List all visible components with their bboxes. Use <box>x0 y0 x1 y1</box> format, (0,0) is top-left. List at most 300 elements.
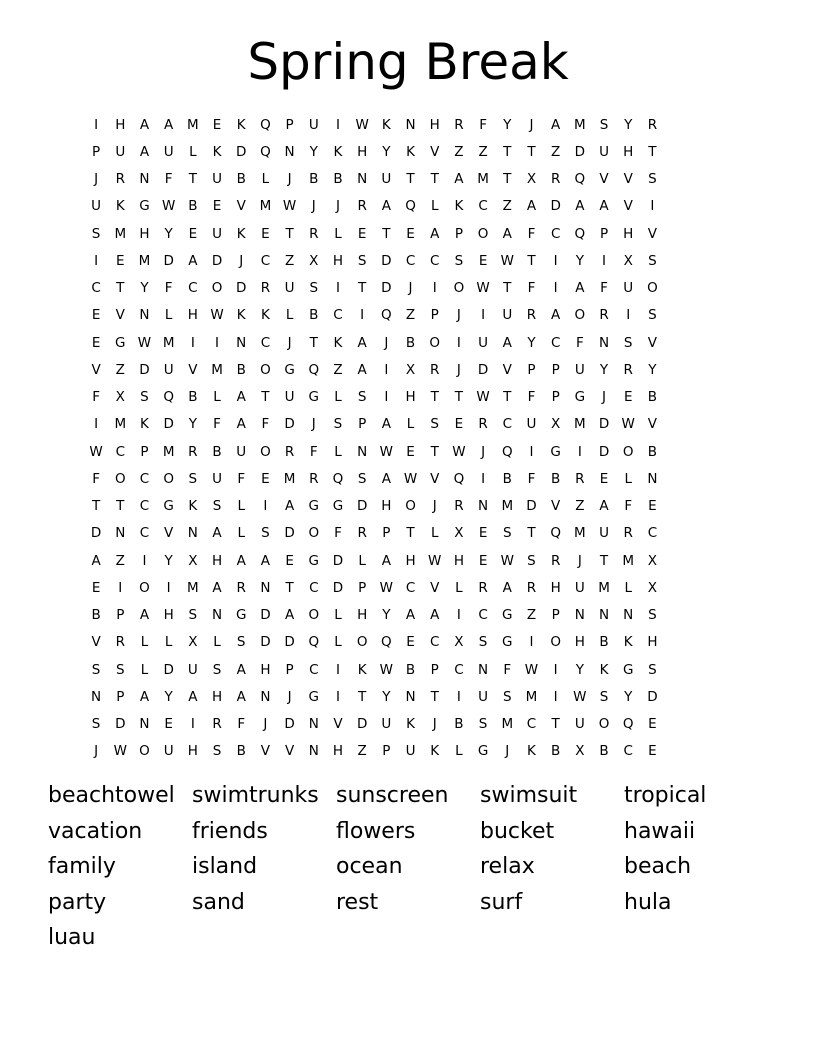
grid-letter: S <box>261 525 270 542</box>
grid-letter: P <box>454 225 463 242</box>
grid-letter: R <box>550 171 561 188</box>
grid-letter: K <box>406 143 415 160</box>
grid-letter: K <box>406 716 415 733</box>
grid-letter: O <box>139 743 150 760</box>
grid-letter: S <box>188 470 198 487</box>
grid-letter: J <box>505 743 510 760</box>
word-list-item: hula <box>624 889 672 915</box>
grid-letter: S <box>454 252 464 269</box>
grid-letter: L <box>430 525 439 542</box>
grid-letter: Q <box>574 225 586 242</box>
grid-letter: B <box>212 443 222 460</box>
grid-letter: N <box>405 688 416 705</box>
grid-letter: C <box>478 607 488 624</box>
grid-letter: A <box>91 552 101 569</box>
grid-letter: L <box>406 416 415 433</box>
grid-letter: J <box>287 688 292 705</box>
grid-letter: N <box>139 171 150 188</box>
grid-letter: K <box>236 307 246 324</box>
grid-letter: E <box>406 443 415 460</box>
grid-letter: D <box>236 280 247 297</box>
grid-letter: S <box>648 171 657 188</box>
grid-letter: S <box>648 661 657 678</box>
grid-letter: A <box>502 225 512 242</box>
grid-letter: E <box>212 116 222 133</box>
grid-letter: C <box>91 280 101 297</box>
grid-letter: I <box>626 307 631 324</box>
grid-letter: J <box>432 716 437 733</box>
grid-letter: Q <box>501 443 513 460</box>
grid-letter: U <box>187 661 198 678</box>
grid-letter: I <box>360 307 365 324</box>
grid-letter: I <box>384 389 389 406</box>
grid-letter: R <box>550 552 561 569</box>
grid-letter: V <box>164 525 174 542</box>
grid-letter: U <box>623 280 634 297</box>
grid-letter: F <box>334 525 342 542</box>
grid-letter: X <box>188 634 198 651</box>
grid-letter: T <box>430 389 439 406</box>
grid-letter: M <box>501 498 514 515</box>
grid-letter: X <box>188 552 198 569</box>
grid-row <box>84 302 732 329</box>
grid-letter: E <box>648 716 657 733</box>
grid-letter: I <box>335 661 340 678</box>
grid-letter: V <box>236 198 246 215</box>
grid-letter: A <box>139 607 150 624</box>
grid-letter: W <box>113 743 127 760</box>
grid-letter: A <box>139 116 150 133</box>
grid-letter: W <box>379 579 394 596</box>
grid-letter: Q <box>381 307 392 324</box>
grid-letter: O <box>647 280 658 297</box>
grid-letter: A <box>381 552 391 569</box>
grid-letter: E <box>212 198 222 215</box>
grid-letter: E <box>648 743 657 760</box>
grid-letter: I <box>190 716 195 733</box>
grid-letter: U <box>599 525 609 542</box>
grid-letter: A <box>599 198 609 215</box>
grid-letter: L <box>430 198 439 215</box>
word-list <box>48 778 768 956</box>
grid-letter: C <box>405 579 416 596</box>
grid-letter: D <box>90 525 102 542</box>
grid-letter: O <box>574 307 586 324</box>
grid-letter: I <box>166 579 171 596</box>
grid-letter: I <box>481 307 486 324</box>
word-list-item: island <box>192 854 258 879</box>
grid-letter: O <box>598 716 610 733</box>
grid-letter: K <box>236 116 246 133</box>
grid-letter: P <box>116 688 125 705</box>
grid-letter: N <box>187 525 198 542</box>
grid-letter: P <box>430 661 439 678</box>
grid-letter: S <box>599 688 609 705</box>
grid-letter: C <box>260 252 271 269</box>
grid-letter: N <box>478 661 489 678</box>
grid-letter: M <box>187 116 199 133</box>
grid-letter: C <box>502 416 512 433</box>
grid-letter: R <box>454 498 464 515</box>
grid-letter: T <box>503 171 512 188</box>
grid-letter: V <box>647 334 658 351</box>
word-list-item: beachtowel <box>48 783 175 808</box>
grid-letter: A <box>381 416 391 433</box>
grid-letter: B <box>599 634 609 651</box>
grid-letter: S <box>212 498 222 515</box>
grid-letter: W <box>476 389 490 406</box>
grid-letter: T <box>599 552 609 569</box>
grid-letter: O <box>308 607 320 624</box>
grid-letter: Q <box>574 171 586 188</box>
grid-letter: T <box>116 280 125 297</box>
grid-letter: J <box>287 171 292 188</box>
grid-letter: B <box>502 470 512 487</box>
grid-letter: O <box>622 443 634 460</box>
grid-letter: H <box>163 607 174 624</box>
word-list-item: ocean <box>336 854 403 879</box>
grid-letter: I <box>190 334 195 351</box>
grid-letter: S <box>478 634 488 651</box>
grid-letter: B <box>236 743 246 760</box>
grid-letter: N <box>260 688 271 705</box>
word-list-item: relax <box>480 854 535 879</box>
grid-letter: X <box>623 252 633 269</box>
grid-letter: R <box>115 171 125 188</box>
grid-letter: M <box>259 198 272 215</box>
grid-letter: O <box>260 361 271 378</box>
grid-letter: R <box>236 579 246 596</box>
grid-letter: Z <box>454 143 464 160</box>
grid-letter: D <box>260 634 271 651</box>
grid-letter: Z <box>115 361 125 378</box>
grid-letter: I <box>553 252 558 269</box>
grid-letter: V <box>647 416 658 433</box>
grid-letter: A <box>599 498 609 515</box>
grid-letter: S <box>91 661 101 678</box>
grid-letter: Y <box>575 252 584 269</box>
grid-letter: M <box>114 416 127 433</box>
grid-letter: U <box>381 716 392 733</box>
grid-letter: S <box>309 280 319 297</box>
grid-letter: W <box>621 416 635 433</box>
grid-letter: J <box>311 198 316 215</box>
grid-letter: Z <box>551 143 561 160</box>
grid-letter: N <box>211 607 223 624</box>
grid-row <box>84 574 732 601</box>
grid-letter: I <box>335 116 340 133</box>
grid-letter: G <box>502 607 513 624</box>
grid-letter: Z <box>333 361 343 378</box>
grid-letter: R <box>575 470 585 487</box>
grid-letter: S <box>357 252 367 269</box>
grid-letter: O <box>139 579 150 596</box>
grid-letter: Y <box>575 661 584 678</box>
grid-letter: J <box>577 552 582 569</box>
grid-letter: Q <box>550 525 561 542</box>
grid-letter: Z <box>526 607 537 624</box>
grid-letter: J <box>94 171 99 188</box>
grid-letter: K <box>236 225 246 242</box>
grid-letter: Y <box>309 143 318 160</box>
grid-row <box>84 411 732 438</box>
grid-letter: P <box>358 416 367 433</box>
grid-letter: O <box>114 470 126 487</box>
grid-letter: S <box>333 416 343 433</box>
grid-letter: C <box>188 280 198 297</box>
grid-letter: H <box>260 661 271 678</box>
grid-letter: T <box>261 389 270 406</box>
grid-letter: E <box>188 225 198 242</box>
grid-letter: C <box>623 743 633 760</box>
grid-letter: Y <box>382 688 391 705</box>
grid-letter: C <box>139 525 150 542</box>
grid-letter: I <box>529 634 534 651</box>
grid-letter: Y <box>599 361 609 378</box>
grid-letter: D <box>284 525 295 542</box>
grid-letter: D <box>332 579 344 596</box>
grid-letter: X <box>647 579 658 596</box>
grid-letter: B <box>333 171 343 188</box>
grid-letter: A <box>236 389 246 406</box>
grid-letter: X <box>647 552 658 569</box>
grid-letter: N <box>308 716 319 733</box>
grid-letter: P <box>599 225 609 242</box>
grid-letter: Y <box>382 607 391 624</box>
grid-letter: P <box>551 607 560 624</box>
grid-letter: Y <box>140 280 149 297</box>
grid-letter: W <box>428 552 442 569</box>
grid-letter: F <box>600 280 608 297</box>
grid-letter: M <box>574 416 586 433</box>
grid-letter: J <box>311 416 316 433</box>
grid-letter: L <box>140 634 149 651</box>
grid-letter: B <box>405 661 416 678</box>
grid-letter: A <box>454 171 464 188</box>
grid-letter: J <box>456 307 461 324</box>
grid-letter: L <box>164 307 173 324</box>
word-list-item: party <box>48 889 107 915</box>
grid-letter: I <box>456 688 461 705</box>
grid-letter: R <box>115 634 125 651</box>
grid-letter: H <box>429 116 440 133</box>
grid-letter: K <box>527 743 536 760</box>
grid-letter: B <box>188 389 198 406</box>
grid-letter: D <box>332 552 344 569</box>
grid-letter: L <box>237 525 245 542</box>
grid-letter: G <box>332 498 344 515</box>
grid-row <box>84 166 732 193</box>
grid-letter: I <box>650 198 655 215</box>
grid-letter: R <box>599 307 609 324</box>
grid-letter: A <box>430 607 440 624</box>
grid-letter: R <box>526 307 537 324</box>
grid-letter: O <box>308 525 320 542</box>
grid-letter: O <box>429 334 441 351</box>
grid-letter: G <box>308 498 320 515</box>
grid-letter: S <box>212 743 222 760</box>
grid-letter: E <box>599 470 609 487</box>
grid-letter: F <box>503 661 512 678</box>
grid-letter: M <box>138 252 151 269</box>
grid-letter: B <box>309 171 319 188</box>
grid-letter: C <box>260 334 271 351</box>
grid-letter: B <box>551 470 561 487</box>
grid-letter: L <box>140 661 149 678</box>
grid-letter: J <box>384 334 389 351</box>
grid-letter: C <box>309 661 319 678</box>
grid-letter: H <box>115 116 126 133</box>
grid-letter: S <box>599 116 609 133</box>
grid-letter: L <box>237 498 245 515</box>
grid-letter: A <box>502 334 512 351</box>
grid-letter: F <box>261 416 270 433</box>
grid-letter: A <box>575 280 585 297</box>
grid-letter: T <box>551 716 560 733</box>
grid-letter: R <box>260 280 271 297</box>
grid-letter: S <box>115 661 125 678</box>
grid-letter: F <box>164 280 173 297</box>
grid-letter: G <box>115 334 126 351</box>
grid-letter: W <box>355 116 369 133</box>
grid-letter: G <box>308 688 320 705</box>
grid-letter: L <box>334 634 342 651</box>
grid-letter: C <box>309 579 319 596</box>
grid-letter: B <box>551 743 561 760</box>
grid-letter: Z <box>575 498 585 515</box>
grid-letter: W <box>500 252 514 269</box>
grid-letter: I <box>432 280 437 297</box>
word-list-item: family <box>48 854 116 879</box>
grid-letter: N <box>598 334 610 351</box>
grid-letter: U <box>236 443 247 460</box>
grid-letter: A <box>381 198 391 215</box>
grid-letter: H <box>405 389 416 406</box>
grid-row <box>84 193 732 220</box>
grid-letter: A <box>526 198 537 215</box>
grid-row <box>84 547 732 574</box>
grid-letter: J <box>602 389 607 406</box>
grid-letter: D <box>284 716 295 733</box>
grid-letter: E <box>478 525 488 542</box>
word-list-item: beach <box>624 854 692 879</box>
grid-letter: Q <box>163 389 174 406</box>
grid-letter: D <box>574 143 586 160</box>
word-search-grid <box>84 111 732 765</box>
grid-letter: I <box>142 552 147 569</box>
grid-row <box>84 111 732 138</box>
grid-row <box>84 629 732 656</box>
grid-letter: U <box>284 280 295 297</box>
grid-letter: J <box>287 334 292 351</box>
grid-letter: N <box>91 688 102 705</box>
grid-letter: M <box>162 443 175 460</box>
word-list-item: friends <box>192 818 268 844</box>
grid-letter: H <box>211 688 223 705</box>
grid-letter: E <box>261 470 270 487</box>
grid-letter: S <box>212 661 222 678</box>
grid-letter: A <box>284 607 295 624</box>
grid-letter: N <box>260 579 271 596</box>
grid-letter: M <box>574 525 586 542</box>
grid-letter: K <box>454 198 464 215</box>
grid-letter: C <box>333 307 343 324</box>
grid-letter: C <box>139 470 150 487</box>
word-list-item: bucket <box>480 818 555 844</box>
grid-letter: X <box>405 361 416 378</box>
grid-letter: W <box>282 198 297 215</box>
grid-letter: H <box>623 143 634 160</box>
grid-letter: U <box>599 143 609 160</box>
grid-letter: N <box>405 116 416 133</box>
grid-letter: B <box>647 389 658 406</box>
grid-letter: T <box>503 280 512 297</box>
grid-letter: P <box>285 116 294 133</box>
grid-row <box>84 602 732 629</box>
grid-letter: Y <box>624 116 633 133</box>
grid-letter: J <box>94 743 99 760</box>
grid-letter: I <box>456 607 461 624</box>
grid-letter: A <box>212 579 222 596</box>
grid-row <box>84 275 732 302</box>
word-list-item: flowers <box>336 818 416 844</box>
grid-letter: B <box>236 171 246 188</box>
grid-letter: X <box>454 525 464 542</box>
grid-letter: V <box>284 743 295 760</box>
grid-letter: P <box>358 579 367 596</box>
grid-letter: W <box>379 443 394 460</box>
grid-letter: U <box>91 198 102 215</box>
grid-letter: V <box>188 361 198 378</box>
grid-letter: E <box>478 552 488 569</box>
grid-letter: L <box>164 634 173 651</box>
grid-letter: U <box>163 361 174 378</box>
grid-letter: H <box>550 579 561 596</box>
grid-letter: G <box>502 634 513 651</box>
grid-row <box>84 438 732 465</box>
grid-row <box>84 683 732 710</box>
grid-letter: S <box>623 334 633 351</box>
grid-letter: I <box>553 280 558 297</box>
grid-letter: G <box>284 361 295 378</box>
grid-letter: V <box>430 579 440 596</box>
grid-letter: Z <box>405 307 416 324</box>
grid-letter: N <box>647 470 658 487</box>
grid-letter: A <box>502 579 512 596</box>
grid-letter: W <box>379 661 394 678</box>
grid-letter: S <box>430 416 439 433</box>
grid-letter: F <box>237 470 246 487</box>
word-list-item: luau <box>48 925 96 950</box>
grid-letter: E <box>91 334 101 351</box>
grid-letter: K <box>212 143 222 160</box>
grid-letter: W <box>452 443 466 460</box>
word-list-item: swimtrunks <box>192 783 319 808</box>
grid-letter: H <box>187 307 198 324</box>
grid-letter: S <box>188 607 198 624</box>
word-list-item: sunscreen <box>336 783 449 808</box>
grid-row <box>84 493 732 520</box>
grid-letter: R <box>526 579 537 596</box>
grid-letter: Y <box>382 143 391 160</box>
grid-letter: T <box>116 498 125 515</box>
grid-letter: R <box>212 716 222 733</box>
grid-letter: F <box>527 470 536 487</box>
grid-letter: A <box>212 525 222 542</box>
grid-letter: Q <box>405 198 416 215</box>
grid-letter: O <box>453 280 465 297</box>
grid-row <box>84 711 732 738</box>
